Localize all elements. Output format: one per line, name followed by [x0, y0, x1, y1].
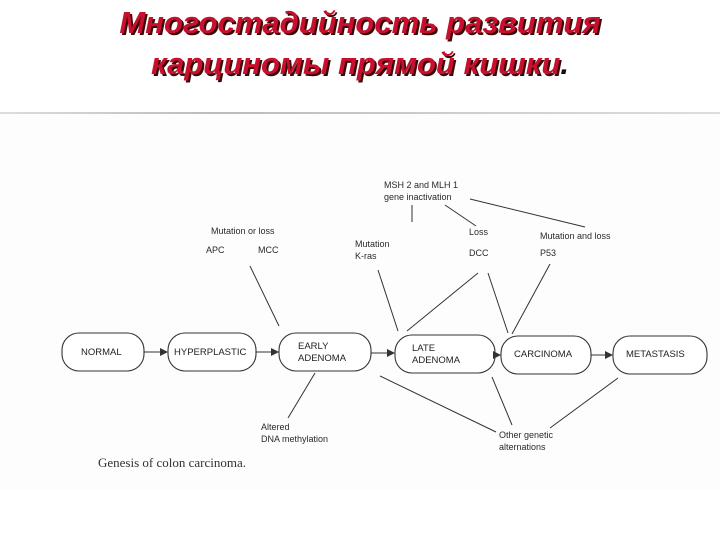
label-altered-1: Altered	[261, 422, 290, 432]
node-early-adenoma	[279, 333, 371, 371]
label-msh-2: gene inactivation	[384, 192, 452, 202]
label-mcc: MCC	[258, 245, 279, 255]
node-early-label-1: EARLY	[298, 341, 329, 352]
connector-kras-to-late	[378, 270, 398, 331]
node-late-label-2: ADENOMA	[412, 355, 461, 366]
label-other-genetic-1: Other genetic	[499, 430, 554, 440]
label-dcc: DCC	[469, 248, 489, 258]
connector-early-to-other	[380, 376, 496, 432]
label-mutation-and-loss: Mutation and loss	[540, 231, 611, 241]
label-mutation-kras-1: Mutation	[355, 239, 390, 249]
node-early-label-2: ADENOMA	[298, 353, 347, 364]
title-period: .	[560, 46, 569, 81]
connector-p53-to-carcinoma	[512, 264, 550, 334]
connector-msh-to-mutation-loss	[470, 199, 585, 227]
connector-loss-to-early	[407, 273, 478, 331]
node-late-adenoma	[395, 335, 495, 373]
node-metastasis-label: METASTASIS	[626, 349, 685, 360]
figure-caption: Genesis of colon carcinoma.	[98, 455, 247, 470]
title-line-1: Многостадийность развития	[119, 5, 601, 40]
label-p53: P53	[540, 248, 557, 258]
node-carcinoma-label: CARCINOMA	[514, 349, 573, 360]
connector-metastasis-to-other	[550, 378, 618, 428]
connector-msh-to-loss	[445, 205, 476, 226]
label-altered-2: DNA methylation	[261, 434, 329, 444]
node-hyperplastic-label: HYPERPLASTIC	[174, 347, 247, 358]
node-normal-label: NORMAL	[81, 347, 122, 358]
title-line-2-text: карциномы прямой кишки	[151, 46, 561, 81]
connector-apc-to-early	[250, 266, 279, 326]
label-other-genetic-2: alternations	[499, 442, 546, 452]
connector-late-to-other	[492, 377, 512, 425]
node-late-label-1: LATE	[412, 343, 436, 354]
label-msh-1: MSH 2 and MLH 1	[384, 180, 459, 190]
label-mutation-kras-2: K-ras	[355, 251, 377, 261]
label-loss: Loss	[469, 227, 489, 237]
connector-dcc-to-carcinoma	[488, 273, 508, 333]
connector-early-to-dna	[288, 373, 315, 418]
label-apc: APC	[206, 245, 225, 255]
label-mutation-or-loss: Mutation or loss	[211, 226, 275, 236]
